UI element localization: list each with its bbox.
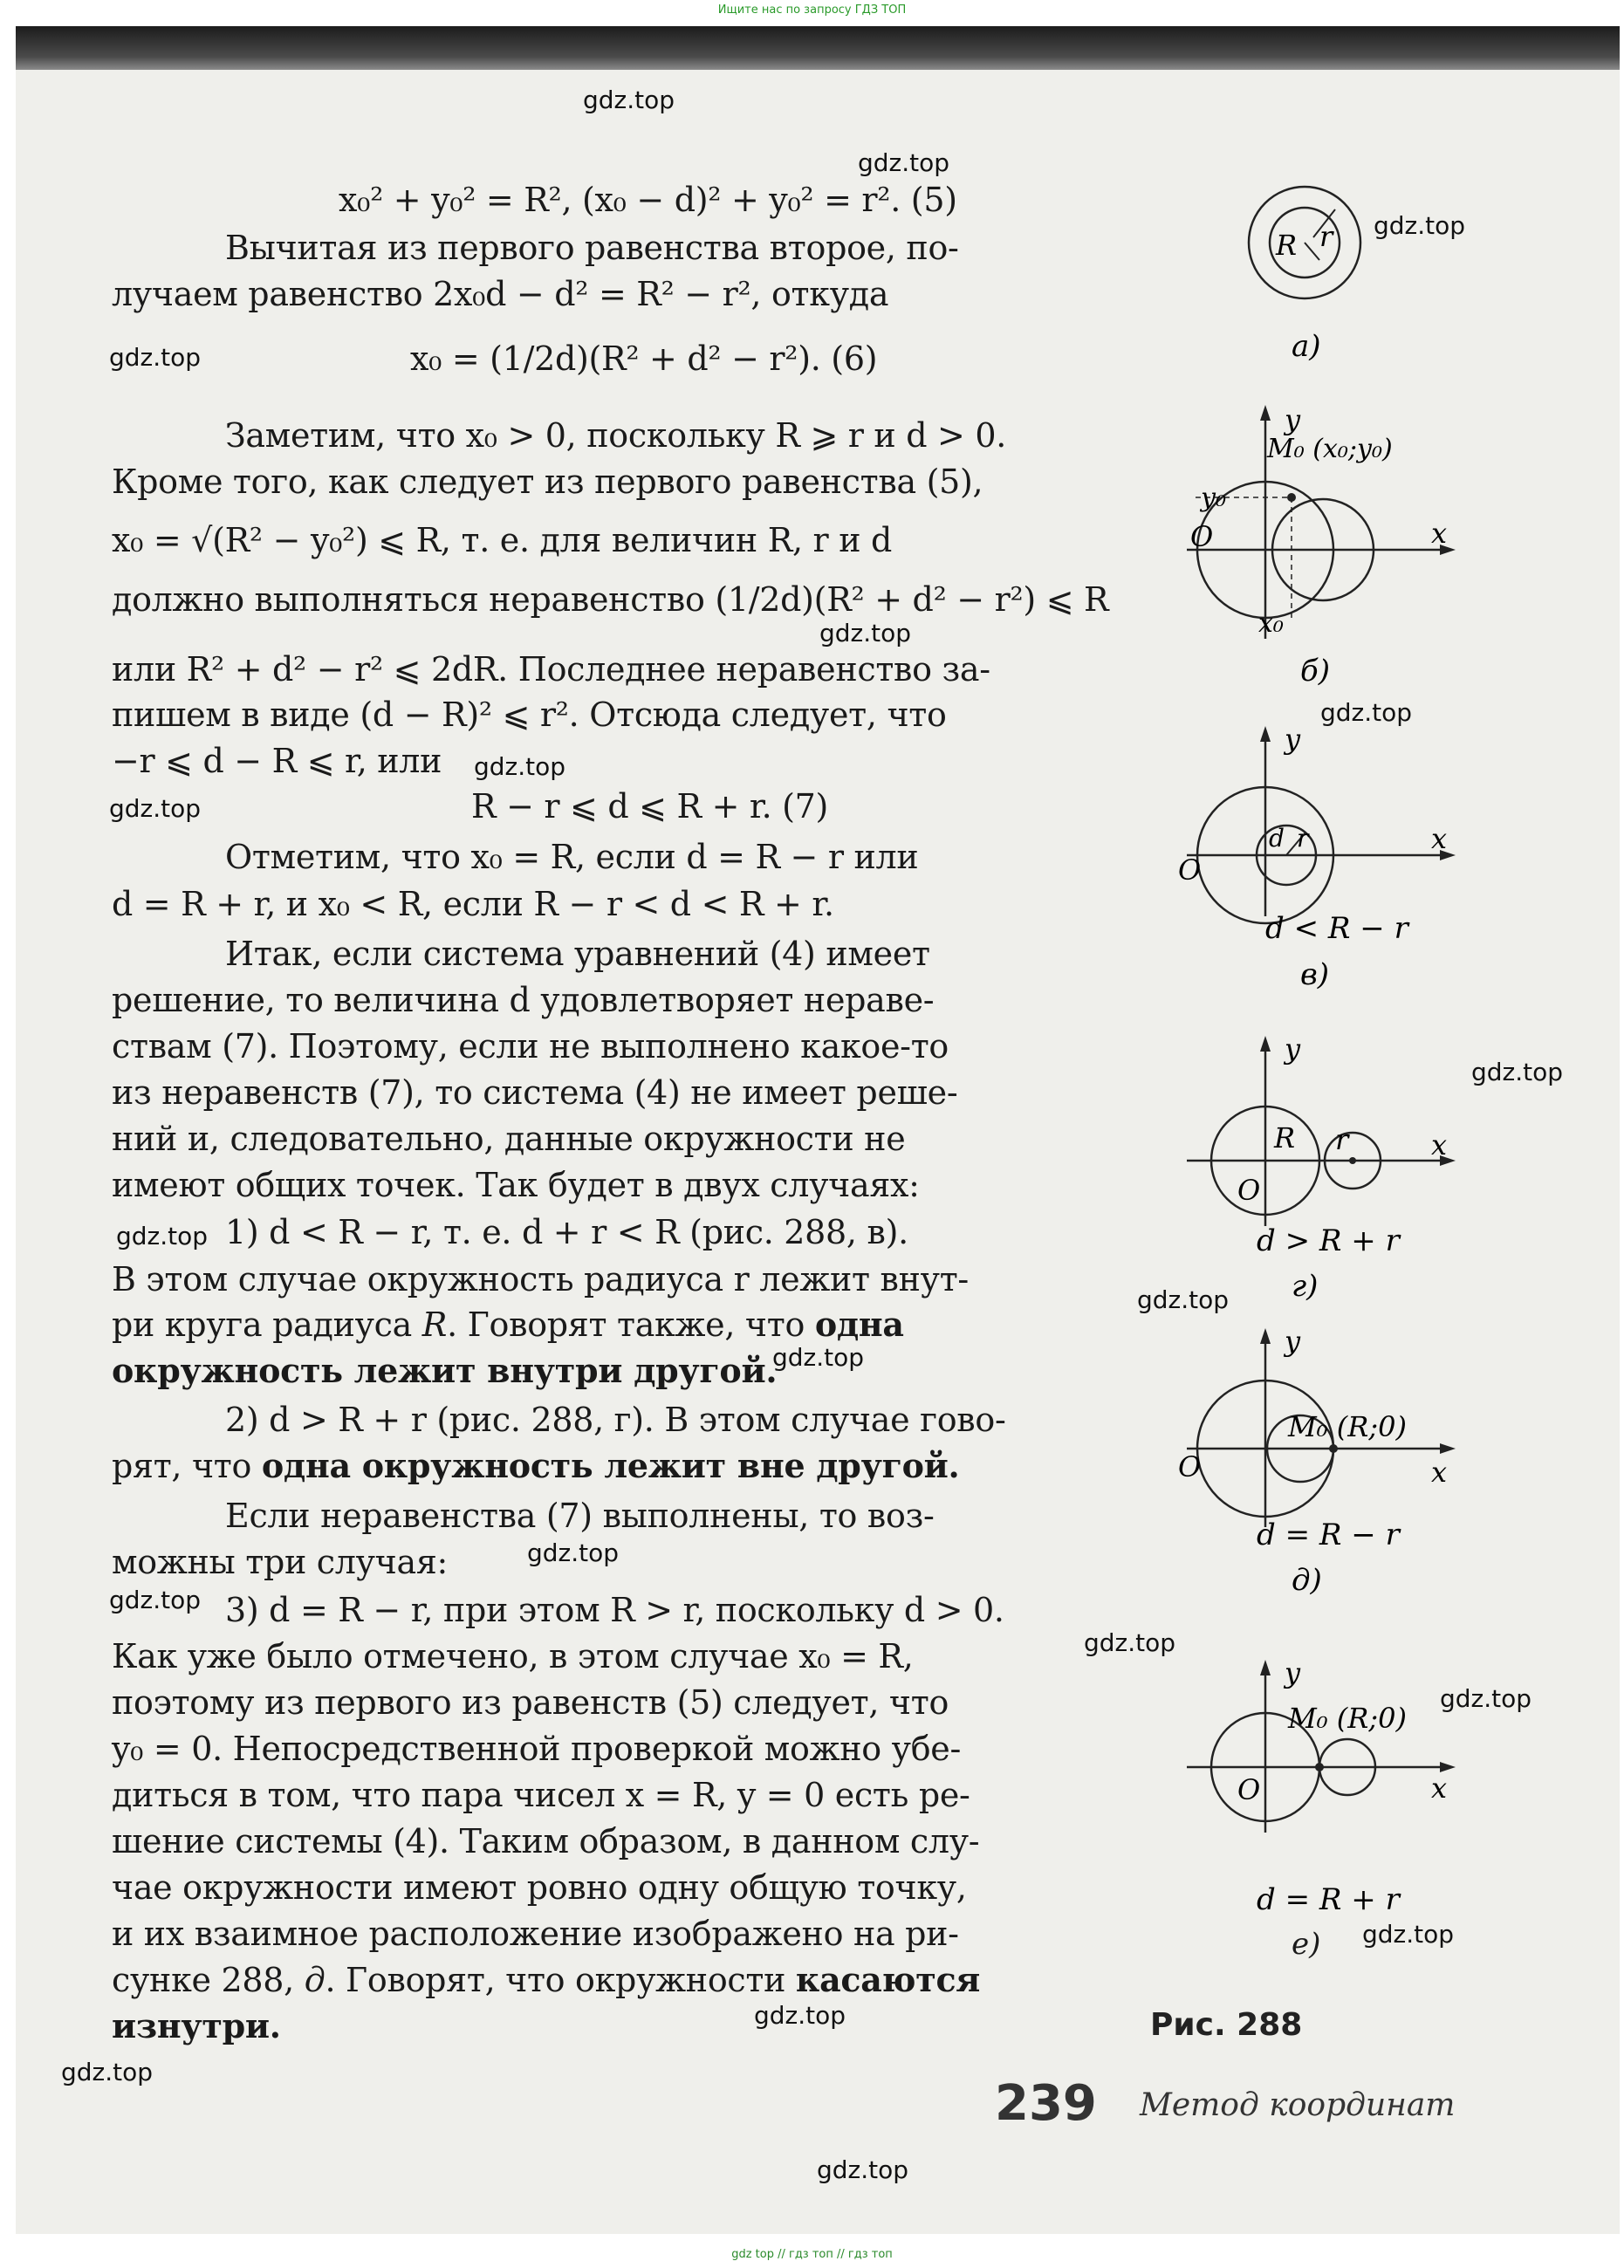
text-line: чае окружности имеют ровно одну общую точку, bbox=[112, 1868, 967, 1907]
text-line: 1) d < R − r, т. е. d + r < R (рис. 288, в). bbox=[225, 1213, 908, 1251]
condition-label: d = R − r bbox=[1257, 1518, 1400, 1552]
watermark: gdz.top bbox=[116, 1222, 209, 1250]
text-line: ствам (7). Поэтому, если не выполнено какое-то bbox=[112, 1027, 949, 1065]
subfigure-label: е) bbox=[1292, 1927, 1321, 1962]
text-line: x₀² + y₀² = R², (x₀ − d)² + y₀² = r². (5) bbox=[339, 181, 957, 219]
label-R: R bbox=[1274, 1121, 1296, 1155]
bottom-note-links[interactable]: gdz top // гдз топ // гдз топ bbox=[731, 2248, 893, 2261]
y-axis-arrow bbox=[1260, 726, 1271, 742]
watermark: gdz.top bbox=[1374, 211, 1466, 240]
label-M0: M₀ (R;0) bbox=[1288, 1410, 1407, 1443]
text-line: Как уже было отмечено, в этом случае x₀ = R, bbox=[112, 1637, 914, 1675]
label-O: O bbox=[1190, 520, 1214, 553]
watermark: gdz.top bbox=[1320, 698, 1413, 727]
text-line: пишем в виде (d − R)² ⩽ r². Отсюда следует, что bbox=[112, 695, 947, 734]
label-y: y bbox=[1285, 1032, 1301, 1065]
watermark: gdz.top bbox=[1471, 1058, 1564, 1086]
label-y: y bbox=[1285, 403, 1301, 436]
watermark: gdz.top bbox=[109, 1586, 202, 1614]
subfigure-label: д) bbox=[1292, 1563, 1322, 1598]
text-line: из неравенств (7), то система (4) не имеет реше- bbox=[112, 1073, 958, 1112]
scan-top-shadow bbox=[16, 26, 1620, 70]
watermark: gdz.top bbox=[817, 2155, 909, 2184]
label-R: R bbox=[1276, 229, 1298, 262]
watermark: gdz.top bbox=[109, 343, 202, 372]
label-O: O bbox=[1178, 853, 1202, 887]
figure-d bbox=[1169, 1326, 1457, 1614]
label-r: r bbox=[1319, 220, 1333, 253]
text-line: и их взаимное расположение изображено на ри- bbox=[112, 1915, 959, 1953]
text-line: В этом случае окружность радиуса r лежит внут- bbox=[112, 1260, 969, 1298]
point-M0 bbox=[1329, 1444, 1338, 1453]
text-line: лучаем равенство 2x₀d − d² = R² − r², откуда bbox=[112, 275, 889, 313]
text-line: 2) d > R + r (рис. 288, г). В этом случае гово- bbox=[225, 1401, 1006, 1439]
label-x0: x₀ bbox=[1258, 608, 1284, 639]
bold-text: одна окружность лежит вне другой. bbox=[261, 1446, 960, 1485]
watermark: gdz.top bbox=[583, 86, 675, 114]
text-line: или R² + d² − r² ⩽ 2dR. Последнее неравенство за- bbox=[112, 650, 990, 689]
label-y: y bbox=[1285, 1656, 1301, 1689]
text-line: Заметим, что x₀ > 0, поскольку R ⩾ r и d > 0. bbox=[225, 416, 1007, 455]
label-M0: M₀ (R;0) bbox=[1288, 1702, 1407, 1735]
label-O: O bbox=[1237, 1773, 1261, 1806]
text-line: имеют общих точек. Так будет в двух случаях: bbox=[112, 1166, 920, 1204]
figure-g bbox=[1169, 1034, 1457, 1313]
subfigure-label: б) bbox=[1300, 654, 1331, 689]
watermark: gdz.top bbox=[1362, 1920, 1455, 1949]
watermark: gdz.top bbox=[61, 2058, 154, 2086]
text-line: x₀ = (1/2d)(R² + d² − r²). (6) bbox=[410, 339, 878, 378]
watermark: gdz.top bbox=[819, 619, 912, 648]
label-x: x bbox=[1431, 1456, 1448, 1489]
text-line: сунке 288, д. Говорят, что окружности касаются bbox=[112, 1960, 981, 1999]
text-line: можны три случая: bbox=[112, 1543, 449, 1581]
subfigure-label: г) bbox=[1292, 1269, 1319, 1304]
label-d: d bbox=[1269, 824, 1285, 853]
watermark: gdz.top bbox=[772, 1343, 865, 1372]
text-line: Вычитая из первого равенства второе, по- bbox=[225, 229, 959, 267]
text-line: решение, то величина d удовлетворяет нераве- bbox=[112, 981, 935, 1019]
label-y: y bbox=[1285, 1325, 1301, 1358]
point-M0 bbox=[1287, 493, 1296, 502]
text-line-bold: окружность лежит внутри другой. bbox=[112, 1351, 778, 1390]
text-line: x₀ = √(R² − y₀²) ⩽ R, т. е. для величин R, r и d bbox=[112, 521, 893, 559]
subfigure-label: а) bbox=[1292, 329, 1321, 364]
text-line: поэтому из первого из равенств (5) следует, что bbox=[112, 1683, 949, 1722]
text-line: d = R + r, и x₀ < R, если R − r < d < R + r. bbox=[112, 885, 834, 923]
condition-label: d = R + r bbox=[1257, 1882, 1400, 1917]
label-r: r bbox=[1297, 824, 1309, 853]
label-O: O bbox=[1237, 1174, 1261, 1207]
watermark: gdz.top bbox=[858, 148, 950, 177]
text-line: должно выполняться неравенство (1/2d)(R² + d² − r²) ⩽ R bbox=[112, 580, 1109, 619]
label-O: O bbox=[1178, 1450, 1202, 1483]
watermark: gdz.top bbox=[1084, 1628, 1176, 1657]
label-y: y bbox=[1285, 723, 1301, 756]
page-number: 239 bbox=[995, 2075, 1097, 2132]
label-x: x bbox=[1431, 517, 1448, 550]
text-line: 3) d = R − r, при этом R > r, поскольку d > 0. bbox=[225, 1591, 1004, 1629]
label-x: x bbox=[1431, 822, 1448, 855]
figure-caption: Рис. 288 bbox=[1150, 2007, 1303, 2043]
point-M0 bbox=[1315, 1763, 1324, 1771]
y-axis-arrow bbox=[1260, 405, 1271, 421]
figure-b bbox=[1169, 403, 1457, 700]
running-head: Метод координат bbox=[1140, 2087, 1456, 2123]
text-line-bold: изнутри. bbox=[112, 2006, 281, 2045]
y-axis-arrow bbox=[1260, 1660, 1271, 1675]
center-point bbox=[1349, 1157, 1356, 1164]
watermark: gdz.top bbox=[474, 752, 566, 781]
y-axis-arrow bbox=[1260, 1036, 1271, 1052]
y-axis-arrow bbox=[1260, 1328, 1271, 1344]
x-axis-arrow bbox=[1440, 1443, 1456, 1454]
watermark: gdz.top bbox=[754, 2001, 846, 2030]
label-y0: y₀ bbox=[1201, 483, 1226, 513]
condition-label: d > R + r bbox=[1257, 1223, 1400, 1258]
figure-e bbox=[1169, 1658, 1457, 1920]
condition-label: d < R − r bbox=[1265, 911, 1408, 946]
top-note-link[interactable]: Ищите нас по запросу ГДЗ ТОП bbox=[717, 3, 907, 17]
watermark: gdz.top bbox=[1137, 1285, 1230, 1314]
label-M0: M₀ (x₀;y₀) bbox=[1267, 434, 1393, 464]
text-line: Итак, если система уравнений (4) имеет bbox=[225, 935, 930, 973]
text-line: y₀ = 0. Непосредственной проверкой можно убе- bbox=[112, 1730, 961, 1768]
radius-line bbox=[1305, 243, 1319, 260]
text-line: рят, что одна окружность лежит вне другой. bbox=[112, 1446, 960, 1485]
label-x: x bbox=[1431, 1771, 1448, 1805]
watermark: gdz.top bbox=[109, 794, 202, 823]
text-line: Если неравенства (7) выполнены, то воз- bbox=[225, 1497, 935, 1535]
text-line: ри круга радиуса R. Говорят также, что одна bbox=[112, 1305, 904, 1344]
figure-a bbox=[1239, 175, 1370, 375]
bold-text: касаются bbox=[795, 1960, 981, 1999]
label-r: r bbox=[1335, 1123, 1349, 1156]
label-x: x bbox=[1431, 1128, 1448, 1161]
bold-text: одна bbox=[814, 1305, 904, 1344]
figure-v bbox=[1169, 724, 1457, 1012]
subfigure-label: в) bbox=[1300, 957, 1330, 992]
text-line: Отметим, что x₀ = R, если d = R − r или bbox=[225, 838, 919, 876]
text-line: шение системы (4). Таким образом, в данном слу- bbox=[112, 1822, 980, 1860]
text-line: −r ⩽ d − R ⩽ r, или bbox=[112, 742, 442, 780]
text-line: ний и, следовательно, данные окружности не bbox=[112, 1120, 906, 1158]
watermark: gdz.top bbox=[527, 1538, 620, 1567]
text-line: диться в том, что пара чисел x = R, y = 0 есть ре- bbox=[112, 1776, 970, 1814]
text-line: Кроме того, как следует из первого равенства (5), bbox=[112, 463, 983, 501]
text-line: R − r ⩽ d ⩽ R + r. (7) bbox=[471, 787, 829, 826]
watermark: gdz.top bbox=[1440, 1684, 1532, 1713]
